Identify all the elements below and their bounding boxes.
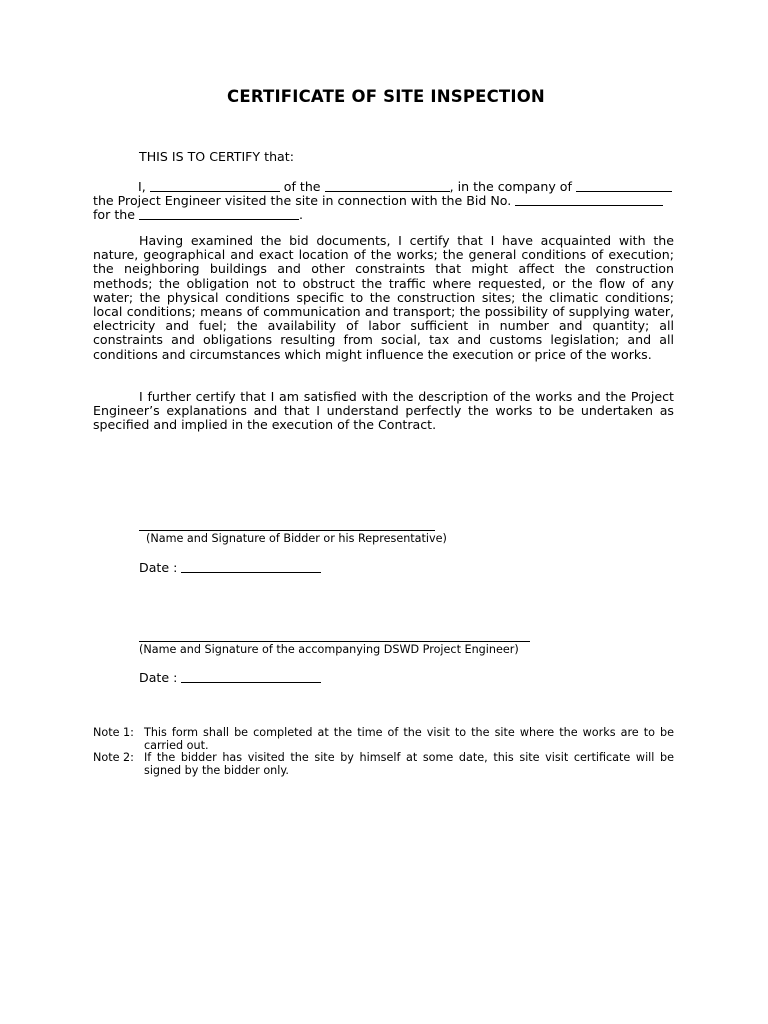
bidder-date-row <box>139 559 720 575</box>
statement-part-2: of the <box>283 179 321 194</box>
note-1-text: This form shall be completed at the time of the visit to the site where the works are to be carried out. <box>144 726 674 752</box>
name-blank[interactable] <box>150 179 280 192</box>
statement-line-2-text: the Project Engineer visited the site in connection with the Bid No. <box>93 193 512 208</box>
note-1-label: Note 1: <box>93 726 134 739</box>
statement-line-3-start: for the <box>93 207 135 222</box>
bidder-signature-caption: (Name and Signature of Bidder or his Representative) <box>146 532 447 545</box>
statement-line-3 <box>93 206 674 222</box>
page-title: CERTIFICATE OF SITE INSPECTION <box>227 87 545 106</box>
certify-intro: THIS IS TO CERTIFY that: <box>139 149 294 164</box>
engineer-signature-line[interactable] <box>139 641 530 642</box>
note-2-text: If the bidder has visited the site by himself at some date, this site visit certificate will be signed by the bidder only. <box>144 751 674 777</box>
project-blank[interactable] <box>139 207 299 220</box>
company-blank[interactable] <box>576 179 672 192</box>
bid-number-blank[interactable] <box>515 193 663 206</box>
bidder-date-blank[interactable] <box>181 560 321 573</box>
note-2-label: Note 2: <box>93 751 134 764</box>
engineer-date-label: Date : <box>139 670 178 685</box>
engineer-date-row <box>139 669 720 685</box>
organization-blank[interactable] <box>325 179 450 192</box>
bidder-signature-line[interactable] <box>139 530 435 531</box>
paragraph-examined <box>93 234 674 362</box>
statement-part-1: I, <box>138 179 146 194</box>
engineer-date-blank[interactable] <box>181 670 321 683</box>
bidder-date-label: Date : <box>139 560 178 575</box>
statement-line-3-end: . <box>299 207 304 222</box>
paragraph-examined-text: Having examined the bid documents, I certify that I have acquainted with the nature, geographical and exact location of the works; the general conditions of execution; the neighboring buildings and other constraints that might affect the construction methods; the obligation not to obstruct the traffic where requested, or the flow of any water; the physical conditions specific to the construction sites; the climatic conditions; local conditions; means of communication and transport; the possibility of supplying water, electricity and fuel; the availability of labor sufficient in number and quantity; all constraints and obligations resulting from social, tax and customs legislation; and all conditions and circumstances which might influence the execution or price of the works. <box>93 233 674 362</box>
paragraph-satisfied-text: I further certify that I am satisfied with the description of the works and the Project Engineer’s explanations and that I understand perfectly the works to be undertaken as specified and implied in the execution of the Contract. <box>93 389 674 433</box>
statement-part-3: , in the company of <box>449 179 572 194</box>
paragraph-satisfied <box>93 390 674 433</box>
engineer-signature-caption: (Name and Signature of the accompanying DSWD Project Engineer) <box>139 643 519 656</box>
